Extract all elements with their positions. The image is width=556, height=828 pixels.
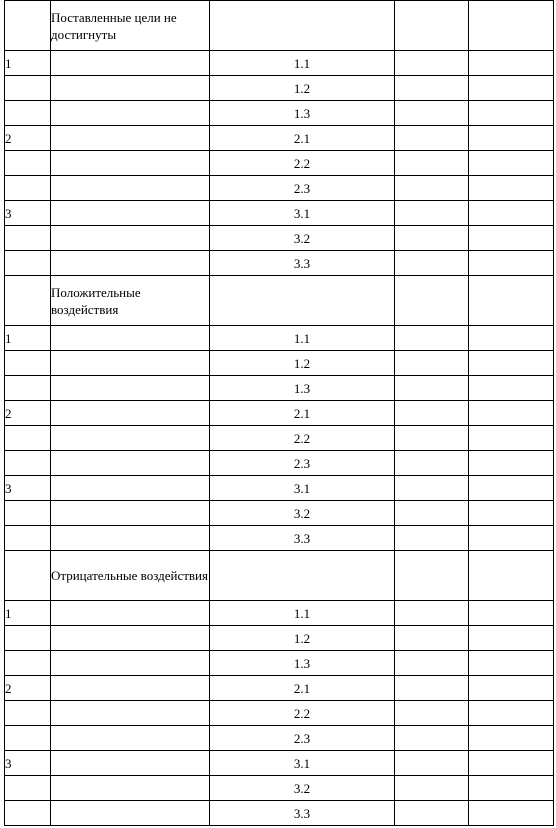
- description-cell: [51, 151, 210, 176]
- row-number-cell: [5, 651, 51, 676]
- row-number-cell: [5, 551, 51, 601]
- value-cell-b: [469, 276, 554, 326]
- subitem-cell: [210, 551, 395, 601]
- description-cell: [51, 651, 210, 676]
- value-cell-b: [469, 676, 554, 701]
- subitem-cell: 3.2: [210, 776, 395, 801]
- subitem-cell: 1.3: [210, 651, 395, 676]
- table-row: [5, 426, 554, 451]
- subitem-cell: 2.2: [210, 426, 395, 451]
- table-row: [5, 226, 554, 251]
- subitem-cell: 2.1: [210, 126, 395, 151]
- value-cell-b: [469, 601, 554, 626]
- assessment-table: [4, 0, 554, 826]
- subitem-cell: 2.2: [210, 701, 395, 726]
- description-cell: [51, 426, 210, 451]
- description-cell: [51, 476, 210, 501]
- subitem-cell: 1.3: [210, 101, 395, 126]
- row-number-cell: 3: [5, 751, 51, 776]
- section-title: Поставленные цели не достигнуты: [51, 1, 210, 51]
- table-row: [5, 451, 554, 476]
- table-row: [5, 51, 554, 76]
- description-cell: [51, 801, 210, 826]
- row-number-cell: [5, 451, 51, 476]
- section-header-row: [5, 551, 554, 601]
- description-cell: [51, 501, 210, 526]
- value-cell-a: [395, 776, 469, 801]
- section-header-row: [5, 276, 554, 326]
- value-cell-a: [395, 651, 469, 676]
- value-cell-a: [395, 101, 469, 126]
- value-cell-b: [469, 226, 554, 251]
- row-number-cell: [5, 151, 51, 176]
- value-cell-a: [395, 451, 469, 476]
- subitem-cell: 3.3: [210, 801, 395, 826]
- value-cell-a: [395, 51, 469, 76]
- value-cell-b: [469, 551, 554, 601]
- value-cell-b: [469, 626, 554, 651]
- row-number-cell: 2: [5, 401, 51, 426]
- value-cell-a: [395, 751, 469, 776]
- subitem-cell: 2.3: [210, 176, 395, 201]
- value-cell-a: [395, 176, 469, 201]
- subitem-cell: 3.3: [210, 526, 395, 551]
- value-cell-b: [469, 126, 554, 151]
- value-cell-a: [395, 226, 469, 251]
- description-cell: [51, 726, 210, 751]
- description-cell: [51, 251, 210, 276]
- value-cell-b: [469, 101, 554, 126]
- section-title: Отрицательные воздействия: [51, 551, 210, 601]
- row-number-cell: [5, 101, 51, 126]
- table-row: [5, 351, 554, 376]
- table-row: [5, 651, 554, 676]
- value-cell-a: [395, 351, 469, 376]
- table-row: [5, 401, 554, 426]
- subitem-cell: 3.1: [210, 476, 395, 501]
- value-cell-b: [469, 376, 554, 401]
- row-number-cell: [5, 76, 51, 101]
- row-number-cell: 1: [5, 601, 51, 626]
- value-cell-a: [395, 401, 469, 426]
- table-row: [5, 501, 554, 526]
- description-cell: [51, 701, 210, 726]
- table-row: [5, 326, 554, 351]
- subitem-cell: 1.1: [210, 601, 395, 626]
- description-cell: [51, 101, 210, 126]
- subitem-cell: 1.2: [210, 76, 395, 101]
- table-row: [5, 76, 554, 101]
- subitem-cell: [210, 1, 395, 51]
- value-cell-b: [469, 726, 554, 751]
- value-cell-b: [469, 76, 554, 101]
- row-number-cell: [5, 801, 51, 826]
- value-cell-a: [395, 726, 469, 751]
- description-cell: [51, 626, 210, 651]
- description-cell: [51, 751, 210, 776]
- table-row: [5, 151, 554, 176]
- value-cell-b: [469, 151, 554, 176]
- table-row: [5, 776, 554, 801]
- value-cell-b: [469, 1, 554, 51]
- value-cell-a: [395, 201, 469, 226]
- subitem-cell: 2.3: [210, 726, 395, 751]
- row-number-cell: 2: [5, 126, 51, 151]
- row-number-cell: [5, 226, 51, 251]
- table-row: [5, 751, 554, 776]
- table-row: [5, 251, 554, 276]
- description-cell: [51, 326, 210, 351]
- value-cell-a: [395, 476, 469, 501]
- description-cell: [51, 676, 210, 701]
- row-number-cell: 2: [5, 676, 51, 701]
- table-row: [5, 476, 554, 501]
- table-row: [5, 801, 554, 826]
- table-row: [5, 601, 554, 626]
- table-row: [5, 126, 554, 151]
- table-row: [5, 201, 554, 226]
- value-cell-a: [395, 326, 469, 351]
- value-cell-a: [395, 551, 469, 601]
- value-cell-a: [395, 426, 469, 451]
- value-cell-b: [469, 351, 554, 376]
- value-cell-b: [469, 651, 554, 676]
- value-cell-b: [469, 476, 554, 501]
- row-number-cell: 3: [5, 201, 51, 226]
- value-cell-a: [395, 251, 469, 276]
- value-cell-b: [469, 801, 554, 826]
- table-row: [5, 726, 554, 751]
- subitem-cell: [210, 276, 395, 326]
- row-number-cell: [5, 726, 51, 751]
- subitem-cell: 2.2: [210, 151, 395, 176]
- table-row: [5, 526, 554, 551]
- description-cell: [51, 351, 210, 376]
- value-cell-b: [469, 401, 554, 426]
- row-number-cell: [5, 276, 51, 326]
- subitem-cell: 1.1: [210, 51, 395, 76]
- row-number-cell: [5, 376, 51, 401]
- row-number-cell: [5, 501, 51, 526]
- description-cell: [51, 526, 210, 551]
- value-cell-a: [395, 801, 469, 826]
- subitem-cell: 1.3: [210, 376, 395, 401]
- value-cell-b: [469, 451, 554, 476]
- value-cell-b: [469, 526, 554, 551]
- subitem-cell: 3.3: [210, 251, 395, 276]
- subitem-cell: 1.1: [210, 326, 395, 351]
- table-row: [5, 701, 554, 726]
- value-cell-a: [395, 76, 469, 101]
- value-cell-a: [395, 276, 469, 326]
- row-number-cell: [5, 351, 51, 376]
- value-cell-b: [469, 51, 554, 76]
- row-number-cell: [5, 526, 51, 551]
- table-row: [5, 626, 554, 651]
- value-cell-a: [395, 501, 469, 526]
- value-cell-a: [395, 701, 469, 726]
- description-cell: [51, 376, 210, 401]
- row-number-cell: [5, 701, 51, 726]
- row-number-cell: [5, 776, 51, 801]
- value-cell-b: [469, 176, 554, 201]
- value-cell-b: [469, 426, 554, 451]
- subitem-cell: 1.2: [210, 626, 395, 651]
- value-cell-b: [469, 201, 554, 226]
- row-number-cell: [5, 251, 51, 276]
- value-cell-a: [395, 601, 469, 626]
- row-number-cell: [5, 176, 51, 201]
- value-cell-a: [395, 151, 469, 176]
- row-number-cell: [5, 626, 51, 651]
- row-number-cell: 3: [5, 476, 51, 501]
- value-cell-a: [395, 1, 469, 51]
- table-row: [5, 101, 554, 126]
- value-cell-a: [395, 676, 469, 701]
- value-cell-a: [395, 626, 469, 651]
- description-cell: [51, 76, 210, 101]
- subitem-cell: 1.2: [210, 351, 395, 376]
- row-number-cell: 1: [5, 51, 51, 76]
- row-number-cell: [5, 426, 51, 451]
- table-row: [5, 376, 554, 401]
- description-cell: [51, 201, 210, 226]
- value-cell-a: [395, 126, 469, 151]
- description-cell: [51, 601, 210, 626]
- subitem-cell: 3.1: [210, 751, 395, 776]
- value-cell-b: [469, 501, 554, 526]
- subitem-cell: 3.2: [210, 501, 395, 526]
- section-title: Положительные воздействия: [51, 276, 210, 326]
- subitem-cell: 2.3: [210, 451, 395, 476]
- description-cell: [51, 226, 210, 251]
- value-cell-b: [469, 251, 554, 276]
- description-cell: [51, 176, 210, 201]
- subitem-cell: 3.1: [210, 201, 395, 226]
- subitem-cell: 2.1: [210, 676, 395, 701]
- description-cell: [51, 776, 210, 801]
- value-cell-b: [469, 776, 554, 801]
- value-cell-b: [469, 751, 554, 776]
- value-cell-b: [469, 701, 554, 726]
- value-cell-b: [469, 326, 554, 351]
- row-number-cell: [5, 1, 51, 51]
- description-cell: [51, 51, 210, 76]
- description-cell: [51, 126, 210, 151]
- value-cell-a: [395, 376, 469, 401]
- table-body: [5, 1, 554, 826]
- section-header-row: [5, 1, 554, 51]
- value-cell-a: [395, 526, 469, 551]
- table-row: [5, 676, 554, 701]
- table-row: [5, 176, 554, 201]
- row-number-cell: 1: [5, 326, 51, 351]
- description-cell: [51, 401, 210, 426]
- subitem-cell: 3.2: [210, 226, 395, 251]
- subitem-cell: 2.1: [210, 401, 395, 426]
- description-cell: [51, 451, 210, 476]
